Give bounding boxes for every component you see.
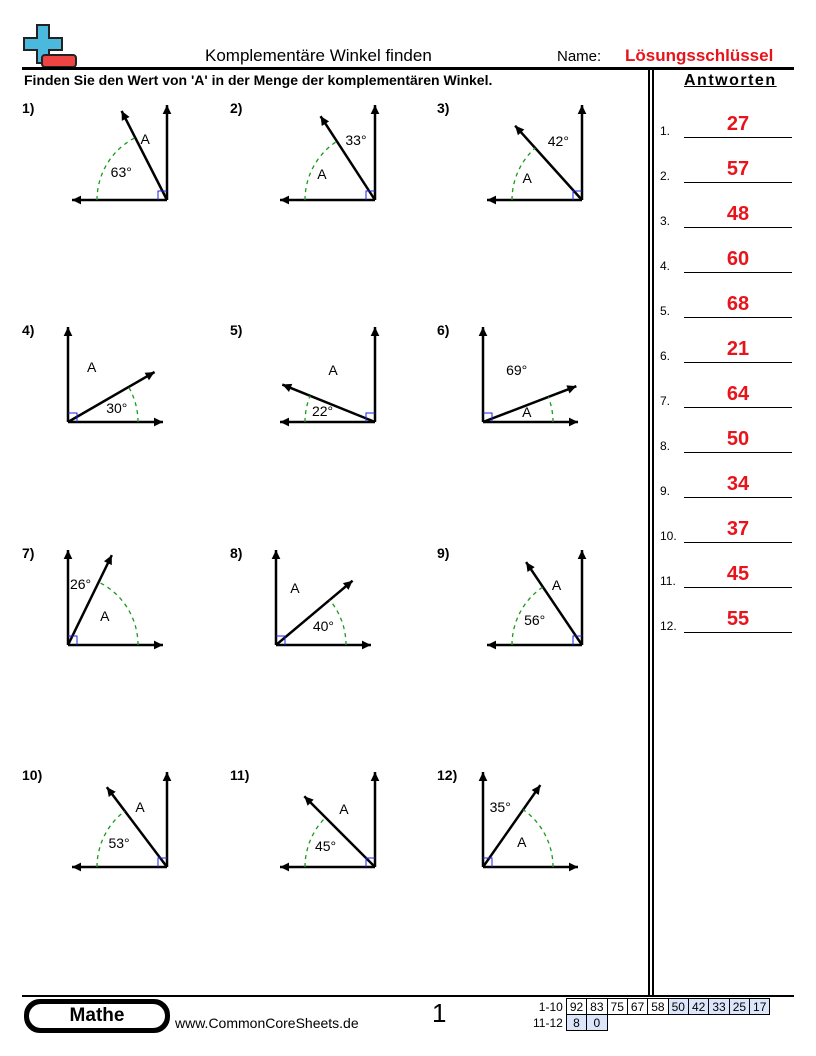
problem-8 [230, 545, 435, 685]
score-row-label: 11-12 [533, 1015, 563, 1030]
answer-number: 7. [660, 394, 671, 408]
problem-number: 11) [230, 767, 250, 783]
answer-number: 11. [660, 574, 676, 588]
answer-number: 10. [660, 529, 677, 543]
problem-9 [437, 545, 642, 685]
answer-value: 48 [684, 203, 792, 228]
score-cell: 67 [627, 999, 647, 1015]
answer-item [660, 248, 792, 273]
angle-diagram [437, 100, 642, 240]
arrowhead [479, 327, 488, 336]
problem-number: 4) [22, 322, 35, 338]
answer-item [660, 293, 792, 318]
other-angle-label: 35° [489, 798, 511, 815]
answer-value: 37 [684, 518, 792, 543]
logo-plus-minus-icon [22, 22, 80, 68]
angle-ray [321, 116, 375, 200]
score-row [530, 999, 770, 1015]
answer-number: 6. [660, 349, 671, 363]
column-divider [652, 70, 654, 996]
arrowhead [280, 196, 289, 205]
problem-number: 9) [437, 545, 450, 561]
score-cell: 33 [709, 999, 729, 1015]
arc-angle-label: 22° [311, 403, 334, 420]
answer-number: 2. [660, 169, 671, 183]
answer-item [660, 203, 792, 228]
score-cell: 8 [566, 1015, 586, 1031]
answer-value: 27 [684, 113, 792, 138]
angle-diagram [230, 322, 435, 462]
angle-diagram [437, 322, 642, 462]
answer-number: 4. [660, 259, 671, 273]
other-angle-label: A [140, 130, 150, 147]
problem-number: 8) [230, 545, 243, 561]
other-angle-label: A [328, 361, 338, 378]
problem-number: 7) [22, 545, 35, 561]
arrowhead [272, 550, 281, 559]
arc-angle-label: A [517, 833, 527, 850]
score-cell: 0 [587, 1015, 607, 1031]
other-angle-label: A [290, 579, 300, 596]
arrowhead [163, 772, 172, 781]
arrowhead [578, 550, 587, 559]
answer-number: 3. [660, 214, 671, 228]
arc-angle-label: A [317, 166, 327, 183]
angle-diagram [437, 767, 642, 907]
name-value: Lösungsschlüssel [625, 46, 774, 65]
problem-7 [22, 545, 227, 685]
score-cell: 25 [729, 999, 749, 1015]
other-angle-label: A [339, 800, 349, 817]
angle-ray [276, 581, 353, 645]
page-number: 1 [432, 998, 447, 1028]
arrowhead [163, 105, 172, 114]
answer-item [660, 428, 792, 453]
score-cell: 75 [607, 999, 627, 1015]
score-cell: 50 [668, 999, 688, 1015]
arrowhead [72, 863, 81, 872]
other-angle-label: 33° [345, 131, 367, 148]
other-angle-label: A [87, 359, 97, 376]
arrowhead [362, 641, 371, 650]
arc-angle-label: 63° [110, 163, 132, 180]
answer-number: 12. [660, 619, 677, 633]
other-angle-label: 42° [547, 133, 569, 150]
answer-value: 60 [684, 248, 792, 273]
answer-value: 21 [684, 338, 792, 363]
other-angle-label: 69° [506, 361, 528, 378]
answer-item [660, 113, 792, 138]
problem-12 [437, 767, 642, 907]
problem-number: 6) [437, 322, 450, 338]
angle-arc [129, 387, 138, 422]
angle-diagram [230, 767, 435, 907]
brand-badge [24, 999, 170, 1033]
problem-1 [22, 100, 227, 240]
arrowhead [479, 772, 488, 781]
problem-number: 12) [437, 767, 458, 783]
answer-value: 57 [684, 158, 792, 183]
problem-5 [230, 322, 435, 462]
arc-angle-label: 40° [312, 618, 335, 635]
score-cell: 83 [587, 999, 607, 1015]
arc-angle-label: 45° [314, 838, 337, 855]
problem-3 [437, 100, 642, 240]
angle-diagram [230, 545, 435, 685]
problem-number: 1) [22, 100, 35, 116]
score-cell: 92 [566, 999, 586, 1015]
footer-divider [22, 995, 794, 997]
answer-number: 5. [660, 304, 671, 318]
problem-6 [437, 322, 642, 462]
problem-number: 10) [22, 767, 43, 783]
arrowhead [154, 418, 163, 427]
score-table [530, 998, 770, 1031]
angle-arc [548, 397, 553, 422]
arrowhead [64, 327, 73, 336]
arc-angle-label: A [522, 169, 532, 186]
problem-10 [22, 767, 227, 907]
score-cell: 58 [648, 999, 668, 1015]
angle-diagram [22, 322, 227, 462]
other-angle-label: A [135, 799, 145, 816]
answer-value: 64 [684, 383, 792, 408]
arrowhead [154, 641, 163, 650]
score-row [530, 1015, 770, 1031]
angle-diagram [22, 545, 227, 685]
arrowhead [280, 863, 289, 872]
arrowhead [280, 418, 289, 427]
answer-number: 9. [660, 484, 671, 498]
angle-ray [122, 111, 167, 200]
arc-angle-label: A [100, 608, 110, 625]
arc-angle-label: 30° [106, 399, 128, 416]
problem-11 [230, 767, 435, 907]
problem-4 [22, 322, 227, 462]
other-angle-label: A [551, 576, 562, 593]
score-cell: 17 [750, 999, 770, 1015]
arrowhead [371, 327, 380, 336]
column-divider [648, 70, 650, 996]
answers-heading: Antworten [684, 72, 777, 89]
problem-number: 5) [230, 322, 243, 338]
score-row-label: 1-10 [538, 999, 563, 1014]
arc-angle-label: A [522, 403, 532, 420]
brand-label: Mathe [29, 1004, 165, 1028]
angle-arc [523, 810, 553, 867]
answer-item [660, 158, 792, 183]
angle-diagram [230, 100, 435, 240]
arc-angle-label: 56° [524, 611, 546, 628]
answer-value: 45 [684, 563, 792, 588]
answer-value: 68 [684, 293, 792, 318]
answer-number: 8. [660, 439, 671, 453]
name-label: Name: [557, 48, 602, 65]
answer-value: 50 [684, 428, 792, 453]
arrowhead [64, 550, 73, 559]
arrowhead [371, 772, 380, 781]
arrowhead [569, 418, 578, 427]
other-angle-label: 26° [69, 575, 92, 592]
answer-item [660, 338, 792, 363]
answer-item [660, 473, 792, 498]
problem-2 [230, 100, 435, 240]
answer-item [660, 383, 792, 408]
angle-arc [305, 396, 310, 422]
answer-item [660, 608, 792, 633]
answer-value: 55 [684, 608, 792, 633]
site-link[interactable]: www.CommonCoreSheets.de [175, 1015, 359, 1031]
arrowhead [371, 105, 380, 114]
score-cell: 42 [688, 999, 708, 1015]
arrowhead [72, 196, 81, 205]
answer-item [660, 563, 792, 588]
answer-value: 34 [684, 473, 792, 498]
header-divider [22, 67, 794, 70]
angle-ray [68, 555, 112, 645]
arrowhead [578, 105, 587, 114]
answer-item [660, 518, 792, 543]
worksheet-title: Komplementäre Winkel finden [205, 46, 432, 65]
arrowhead [487, 641, 496, 650]
arc-angle-label: 53° [108, 834, 130, 851]
instructions: Finden Sie den Wert von 'A' in der Menge der komplementären Winkel. [24, 72, 493, 88]
angle-ray [526, 562, 582, 645]
problem-number: 3) [437, 100, 450, 116]
angle-ray [483, 785, 540, 867]
answer-number: 1. [660, 124, 671, 138]
arrowhead [487, 196, 496, 205]
problem-number: 2) [230, 100, 243, 116]
arrowhead [569, 863, 578, 872]
